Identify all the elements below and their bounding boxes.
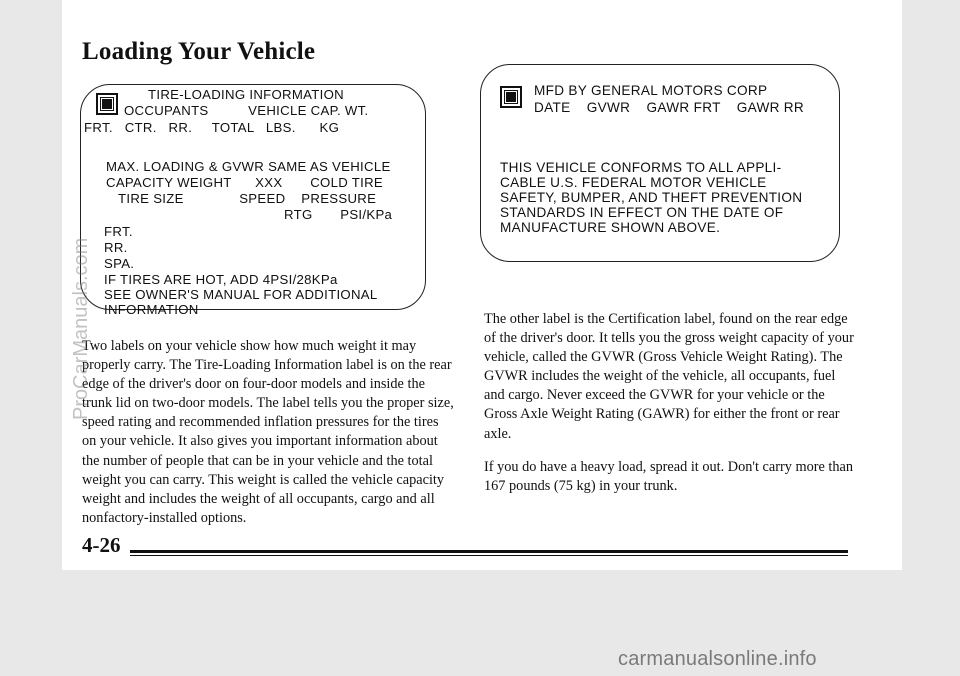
side-watermark: ProCarManuals.com [70,237,92,420]
gm-logo-icon [96,93,118,115]
cert-label-line: MANUFACTURE SHOWN ABOVE. [500,220,721,235]
footer-rule-thin [130,555,848,556]
cert-label-line: MFD BY GENERAL MOTORS CORP [534,83,768,98]
cert-label-line: DATE GVWR GAWR FRT GAWR RR [534,100,805,115]
tire-label-line: FRT. CTR. RR. TOTAL LBS. KG [84,120,340,135]
tire-label-line: MAX. LOADING & GVWR SAME AS VEHICLE [106,159,391,174]
cert-label-line: STANDARDS IN EFFECT ON THE DATE OF [500,205,784,220]
body-paragraph: If you do have a heavy load, spread it out. Don't carry more than 167 pounds (75 kg) in your trunk. [484,459,854,495]
cert-label-line: THIS VEHICLE CONFORMS TO ALL APPLI- [500,160,782,175]
bottom-watermark: carmanualsonline.info [618,648,817,670]
tire-label-line: TIRE SIZE SPEED PRESSURE [118,191,377,206]
page-number: 4-26 [82,533,121,557]
tire-label-line: IF TIRES ARE HOT, ADD 4PSI/28KPa [104,272,338,287]
tire-label-line: SEE OWNER'S MANUAL FOR ADDITIONAL [104,287,378,302]
body-paragraph: Two labels on your vehicle show how much weight it may properly carry. The Tire-Loading Information label is on the rear edge of the driver's door on four-door models and inside the trunk lid on two-door models. The label tells you the proper size, speed rating and recommended inflation pressures for the tires on your vehicle. It also gives you important information about the number of people that can be in your vehicle and the total weight you can carry. This weight is called the vehicle capacity weight and includes the weight of all occupants, cargo and all nonfactory-installed options. [82,338,454,526]
tire-label-line: SPA. [104,256,135,271]
tire-label-line: TIRE-LOADING INFORMATION [148,87,344,102]
page-title: Loading Your Vehicle [82,38,316,65]
tire-label-line: RTG PSI/KPa [284,207,393,222]
tire-label-line: FRT. [104,224,133,239]
cert-label-line: CABLE U.S. FEDERAL MOTOR VEHICLE [500,175,767,190]
tire-label-line: RR. [104,240,128,255]
footer-rule [130,550,848,553]
gm-logo-icon [500,86,522,108]
tire-label-line: OCCUPANTS VEHICLE CAP. WT. [124,103,369,118]
body-paragraph: The other label is the Certification label, found on the rear edge of the driver's door. It tells you the gross weight capacity of your vehicle, called the GVWR (Gross Vehicle Weight Rating). The GVWR includes the weight of the vehicle, all occupants, fuel and cargo. Never exceed the GVWR for your vehicle or the Gross Axle Weight Rating (GAWR) for either the front or rear axle. [484,311,854,442]
tire-label-line: INFORMATION [104,302,199,317]
tire-label-line: CAPACITY WEIGHT XXX COLD TIRE [106,175,384,190]
cert-label-line: SAFETY, BUMPER, AND THEFT PREVENTION [500,190,803,205]
